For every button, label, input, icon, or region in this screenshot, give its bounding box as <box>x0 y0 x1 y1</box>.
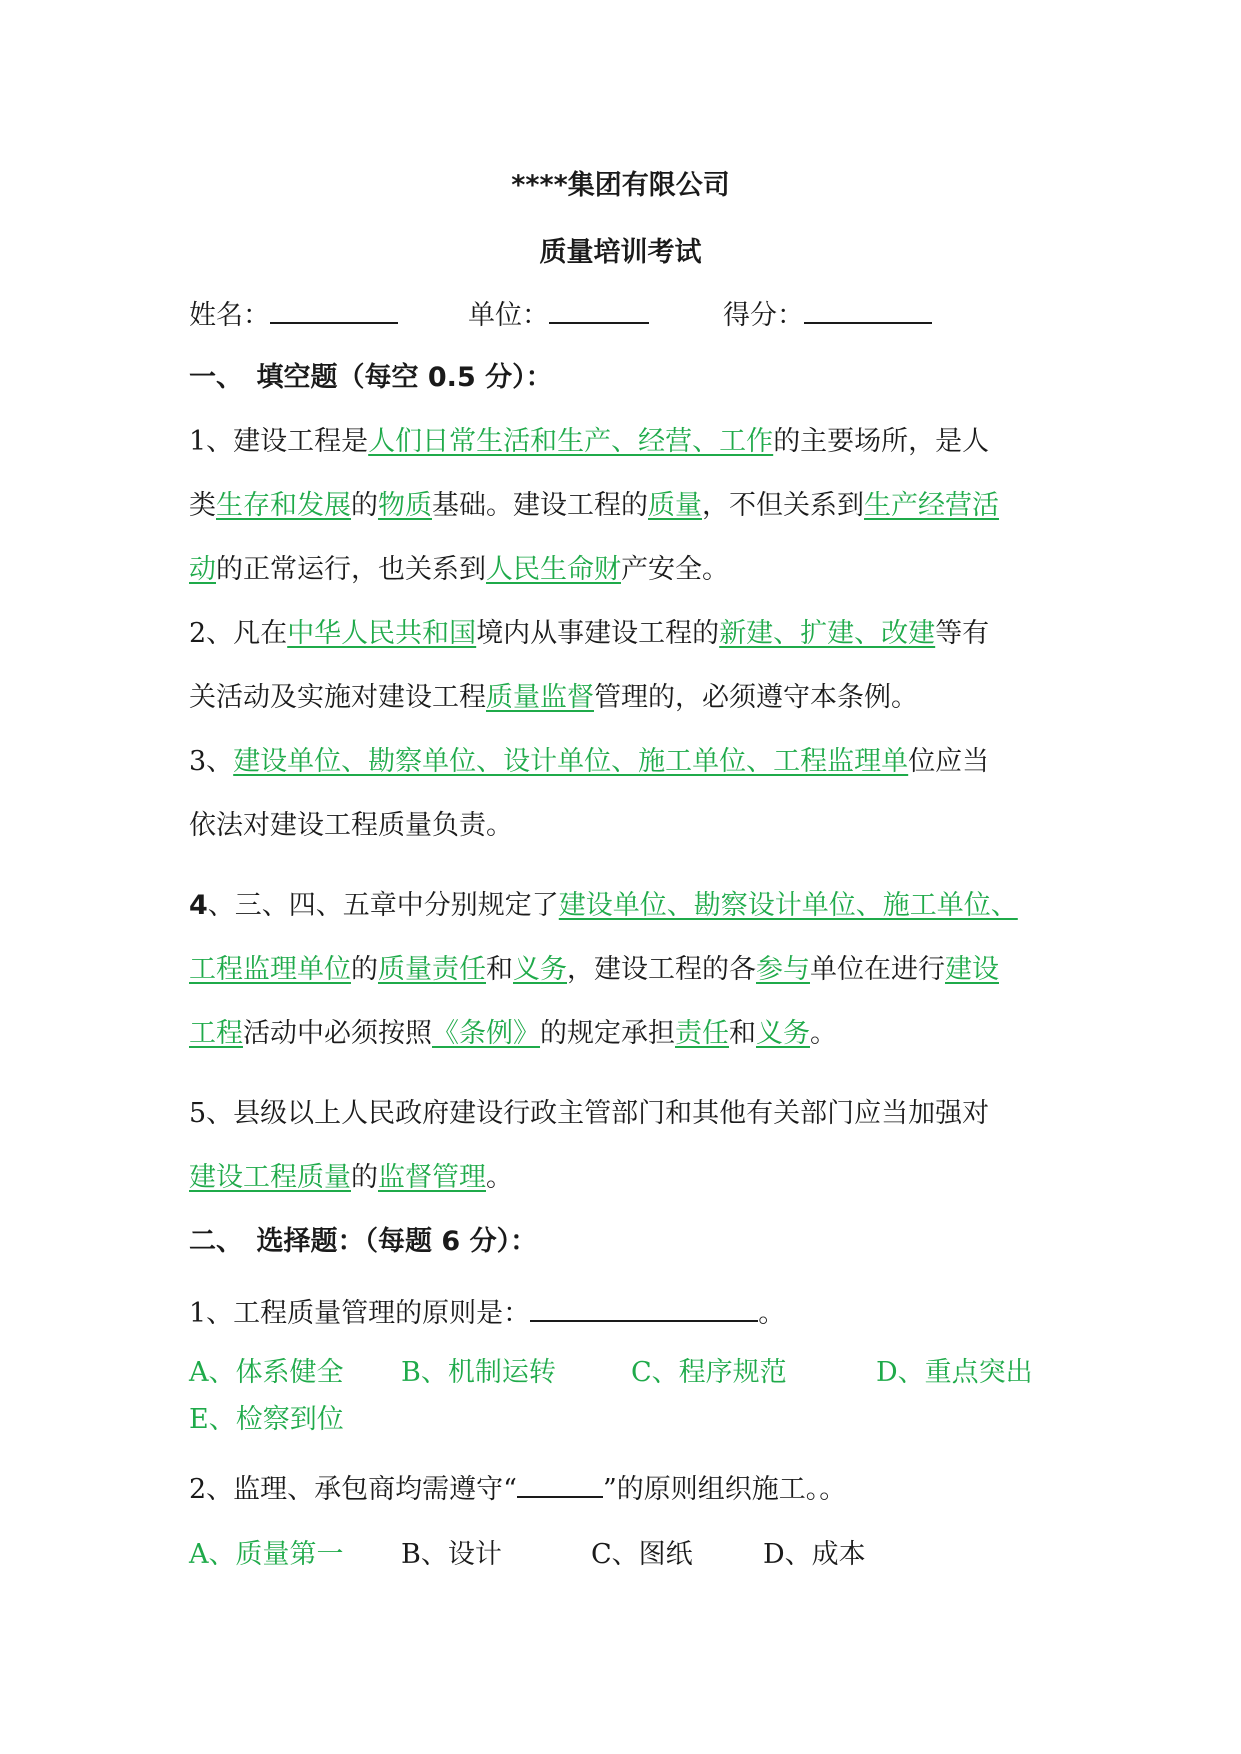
choice-q1-option-a[interactable]: A、体系健全 <box>189 1357 344 1388</box>
section1-title: 一、 填空题（每空 0.5 分）： <box>189 362 553 393</box>
company-title: ****集团有限公司 <box>511 170 730 201</box>
choice-q2-option-c[interactable]: C、图纸 <box>591 1539 693 1570</box>
answer: 质量监督 <box>486 682 594 713</box>
answer: 《条例》 <box>432 1018 540 1049</box>
fill-q3-line2: 依法对建设工程质量负责。 <box>189 810 513 841</box>
fill-q2-line1: 2、凡在中华人民共和国境内从事建设工程的新建、扩建、改建等有 <box>189 618 990 649</box>
choice-q1-blank[interactable] <box>530 1294 758 1322</box>
answer: 质量责任 <box>378 954 486 985</box>
fill-q1-line2: 类生存和发展的物质基础。建设工程的质量，不但关系到生产经营活 <box>189 490 999 521</box>
answer: 中华人民共和国 <box>287 618 477 649</box>
answer: 新建、扩建、改建 <box>719 618 936 649</box>
answer: 建设单位、勘察单位、设计单位、施工单位、工程监理单 <box>233 746 909 777</box>
choice-q1-option-e[interactable]: E、检察到位 <box>189 1404 344 1435</box>
answer: 义务 <box>756 1018 810 1049</box>
fill-q5-line2: 建设工程质量的监督管理。 <box>189 1162 513 1193</box>
unit-blank[interactable] <box>549 296 649 324</box>
answer: 参与 <box>756 954 810 985</box>
choice-q1-option-c[interactable]: C、程序规范 <box>631 1357 787 1388</box>
choice-q1-option-d[interactable]: D、重点突出 <box>876 1357 1033 1388</box>
answer: 物质 <box>378 490 432 521</box>
section2-title: 二、 选择题：（每题 6 分）： <box>189 1226 538 1257</box>
answer: 人们日常生活和生产、经营、工作 <box>368 426 774 457</box>
unit-label: 单位： <box>468 300 549 331</box>
fill-q3-line1: 3、建设单位、勘察单位、设计单位、施工单位、工程监理单位应当 <box>189 746 990 777</box>
name-label: 姓名： <box>189 300 270 331</box>
choice-q2-option-a[interactable]: A、质量第一 <box>189 1539 344 1570</box>
name-blank[interactable] <box>270 296 398 324</box>
fill-q2-line2: 关活动及实施对建设工程质量监督管理的，必须遵守本条例。 <box>189 682 918 713</box>
fill-q4-line1: 4、三、四、五章中分别规定了建设单位、勘察设计单位、施工单位、 <box>189 890 1018 921</box>
score-label: 得分： <box>723 300 804 331</box>
answer: 责任 <box>675 1018 729 1049</box>
score-blank[interactable] <box>804 296 932 324</box>
choice-q2: 2、监理、承包商均需遵守“ ”的原则组织施工。。 <box>189 1470 846 1508</box>
fill-q4-line3: 工程活动中必须按照《条例》的规定承担责任和义务。 <box>189 1018 837 1049</box>
answer: 生产经营活 <box>864 490 999 521</box>
answer: 建设单位、勘察设计单位、施工单位、 <box>558 890 1018 921</box>
choice-q1-option-b[interactable]: B、机制运转 <box>401 1357 556 1388</box>
fill-q1-line1: 1、建设工程是人们日常生活和生产、经营、工作的主要场所，是人 <box>189 426 990 457</box>
answer: 生存和发展 <box>216 490 351 521</box>
fill-q5-line1: 5、县级以上人民政府建设行政主管部门和其他有关部门应当加强对 <box>189 1098 990 1129</box>
info-line <box>189 296 932 334</box>
answer: 建设 <box>945 954 999 985</box>
answer: 动 <box>189 554 216 585</box>
fill-q4-line2: 工程监理单位的质量责任和义务，建设工程的各参与单位在进行建设 <box>189 954 999 985</box>
answer: 监督管理 <box>378 1162 486 1193</box>
exam-title: 质量培训考试 <box>539 237 702 268</box>
fill-q1-line3: 动的正常运行，也关系到人民生命财产安全。 <box>189 554 729 585</box>
choice-q2-blank[interactable] <box>517 1470 603 1498</box>
choice-q1: 1、工程质量管理的原则是： 。 <box>189 1294 785 1332</box>
answer: 人民生命财 <box>486 554 621 585</box>
answer: 工程 <box>189 1018 243 1049</box>
answer: 质量 <box>648 490 702 521</box>
choice-q2-option-d[interactable]: D、成本 <box>763 1539 866 1570</box>
answer: 义务 <box>513 954 567 985</box>
answer: 建设工程质量 <box>189 1162 351 1193</box>
answer: 工程监理单位 <box>189 954 351 985</box>
choice-q2-option-b[interactable]: B、设计 <box>401 1539 502 1570</box>
